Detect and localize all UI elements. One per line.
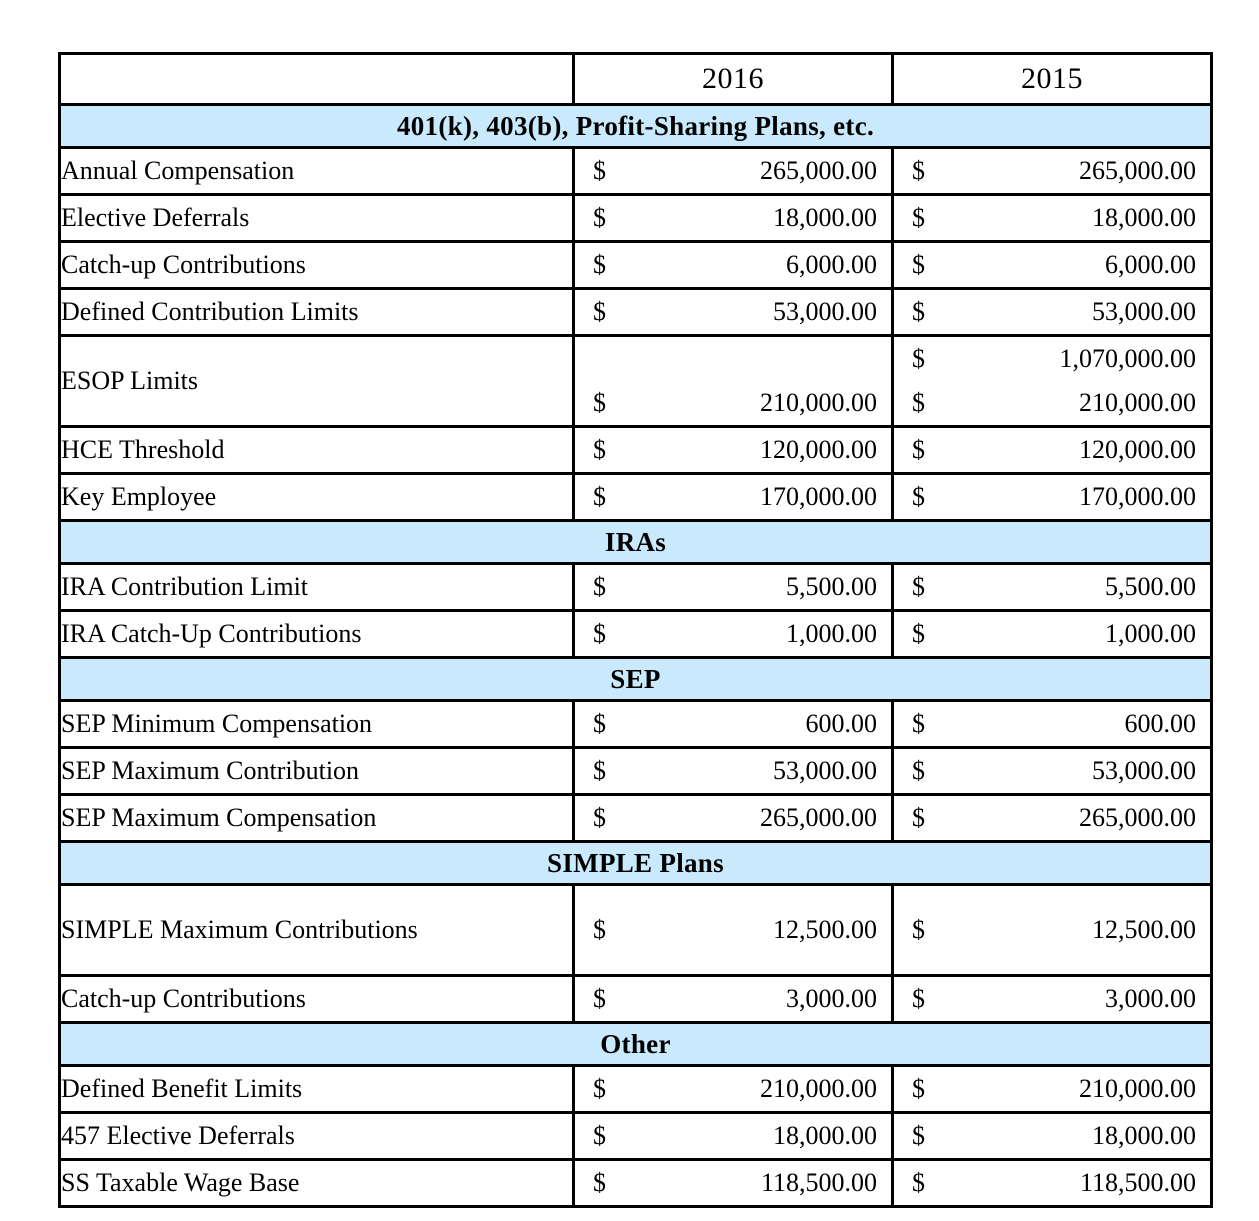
cell-2015 [893,748,1212,795]
row-label: SS Taxable Wage Base [60,1160,574,1207]
amount-value: 3,000.00 [1105,984,1196,1013]
currency-symbol: $ [912,915,925,944]
currency-symbol: $ [912,482,925,511]
table-row [60,701,1212,748]
cell-2016 [574,474,893,521]
currency-symbol: $ [593,915,606,944]
currency-symbol: $ [593,250,606,279]
cell-2016 [574,148,893,195]
section-header-row [60,521,1212,564]
amount-value: 265,000.00 [1079,803,1196,832]
amount-value: 1,070,000.00 [1059,344,1196,373]
amount-value: 265,000.00 [1079,156,1196,185]
section-header-row [60,105,1212,148]
cell-2016 [574,976,893,1023]
section-title: SIMPLE Plans [60,842,1212,885]
cell-2016 [574,1160,893,1207]
cell-2016 [574,611,893,658]
section-title: 401(k), 403(b), Profit-Sharing Plans, etc. [60,105,1212,148]
currency-symbol: $ [593,984,606,1013]
cell-2015 [893,1160,1212,1207]
section-header-row [60,1023,1212,1066]
currency-symbol: $ [912,344,925,373]
currency-symbol: $ [912,572,925,601]
row-label: Key Employee [60,474,574,521]
cell-2015 [893,701,1212,748]
cell-2016 [574,795,893,842]
amount-value: 12,500.00 [1092,915,1196,944]
amount-value: 120,000.00 [1079,435,1196,464]
cell-2015 [893,474,1212,521]
table-body [60,54,1212,1207]
currency-symbol: $ [912,435,925,464]
row-label: Defined Benefit Limits [60,1066,574,1113]
row-label: HCE Threshold [60,427,574,474]
currency-symbol: $ [593,1074,606,1103]
currency-symbol: $ [912,984,925,1013]
table-row [60,474,1212,521]
cell-2015 [893,564,1212,611]
currency-symbol: $ [593,572,606,601]
amount-value: 1,000.00 [1105,619,1196,648]
currency-symbol: $ [593,203,606,232]
cell-2015 [893,336,1212,427]
column-header-2015: 2015 [893,54,1212,105]
amount-value: 600.00 [805,709,877,738]
table-row [60,1113,1212,1160]
cell-2016 [574,336,893,427]
amount-value: 210,000.00 [1079,1074,1196,1103]
row-label: SIMPLE Maximum Contributions [60,885,574,976]
currency-symbol: $ [912,250,925,279]
amount-value: 12,500.00 [773,915,877,944]
currency-symbol: $ [593,297,606,326]
currency-symbol: $ [912,709,925,738]
currency-symbol: $ [912,1074,925,1103]
cell-2016 [574,564,893,611]
amount-value: 53,000.00 [1092,756,1196,785]
cell-2016 [574,289,893,336]
currency-symbol: $ [593,1168,606,1197]
table-row [60,1066,1212,1113]
row-label: 457 Elective Deferrals [60,1113,574,1160]
currency-symbol: $ [593,756,606,785]
currency-symbol: $ [593,1121,606,1150]
cell-2016 [574,701,893,748]
amount-value: 265,000.00 [760,803,877,832]
cell-2016 [574,195,893,242]
table-row [60,976,1212,1023]
cell-2015 [893,148,1212,195]
currency-symbol: $ [912,297,925,326]
amount-value: 6,000.00 [1105,250,1196,279]
amount-value: 53,000.00 [1092,297,1196,326]
cell-2015 [893,611,1212,658]
amount-value: 600.00 [1124,709,1196,738]
amount-value: 1,000.00 [786,619,877,648]
currency-symbol: $ [912,388,925,417]
amount-value: 118,500.00 [1079,1168,1196,1197]
section-title: IRAs [60,521,1212,564]
cell-2015 [893,885,1212,976]
cell-2016 [574,748,893,795]
table-row [60,336,1212,427]
amount-value: 53,000.00 [773,297,877,326]
currency-symbol: $ [912,1168,925,1197]
cell-2016 [574,885,893,976]
section-title: SEP [60,658,1212,701]
currency-symbol: $ [593,482,606,511]
row-label: Catch-up Contributions [60,242,574,289]
amount-value: 120,000.00 [760,435,877,464]
amount-value: 210,000.00 [760,388,877,417]
table-row [60,611,1212,658]
cell-2016 [574,1066,893,1113]
table-row [60,148,1212,195]
retirement-plan-limits-table [58,52,1213,1208]
currency-symbol: $ [912,156,925,185]
row-label: IRA Contribution Limit [60,564,574,611]
cell-2015 [893,242,1212,289]
table-row [60,795,1212,842]
column-header-2016: 2016 [574,54,893,105]
cell-2016 [574,427,893,474]
currency-symbol: $ [593,619,606,648]
cell-2016 [574,242,893,289]
amount-value: 265,000.00 [760,156,877,185]
cell-2015 [893,976,1212,1023]
table-row [60,1160,1212,1207]
section-header-row [60,658,1212,701]
row-label: ESOP Limits [60,336,574,427]
row-label: IRA Catch-Up Contributions [60,611,574,658]
row-label: Annual Compensation [60,148,574,195]
table-row [60,195,1212,242]
section-title: Other [60,1023,1212,1066]
cell-2015 [893,289,1212,336]
currency-symbol: $ [593,435,606,464]
table-row [60,748,1212,795]
currency-symbol: $ [912,1121,925,1150]
section-header-row [60,842,1212,885]
cell-2015 [893,427,1212,474]
amount-value: 3,000.00 [786,984,877,1013]
row-label: SEP Maximum Contribution [60,748,574,795]
amount-value: 18,000.00 [773,203,877,232]
currency-symbol: $ [593,709,606,738]
amount-value: 18,000.00 [1092,203,1196,232]
table-row [60,242,1212,289]
cell-2015 [893,195,1212,242]
amount-value: 118,500.00 [760,1168,877,1197]
row-label: SEP Minimum Compensation [60,701,574,748]
currency-symbol: $ [593,156,606,185]
row-label: Defined Contribution Limits [60,289,574,336]
currency-symbol: $ [912,803,925,832]
currency-symbol: $ [593,803,606,832]
amount-value: 210,000.00 [760,1074,877,1103]
currency-symbol: $ [912,756,925,785]
table-row [60,885,1212,976]
currency-symbol: $ [912,203,925,232]
cell-2015 [893,1066,1212,1113]
cell-2015 [893,1113,1212,1160]
amount-value: 53,000.00 [773,756,877,785]
amount-value: 210,000.00 [1079,388,1196,417]
amount-value: 5,500.00 [1105,572,1196,601]
amount-value: 170,000.00 [1079,482,1196,511]
amount-value: 170,000.00 [760,482,877,511]
row-label: Catch-up Contributions [60,976,574,1023]
amount-value: 18,000.00 [773,1121,877,1150]
amount-value: 18,000.00 [1092,1121,1196,1150]
amount-value: 6,000.00 [786,250,877,279]
header-blank-cell [60,54,574,105]
table-row [60,564,1212,611]
amount-value: 5,500.00 [786,572,877,601]
cell-2016 [574,1113,893,1160]
row-label: Elective Deferrals [60,195,574,242]
table-header-row [60,54,1212,105]
table-row [60,289,1212,336]
currency-symbol: $ [912,619,925,648]
table-row [60,427,1212,474]
currency-symbol: $ [593,388,606,417]
cell-2015 [893,795,1212,842]
row-label: SEP Maximum Compensation [60,795,574,842]
